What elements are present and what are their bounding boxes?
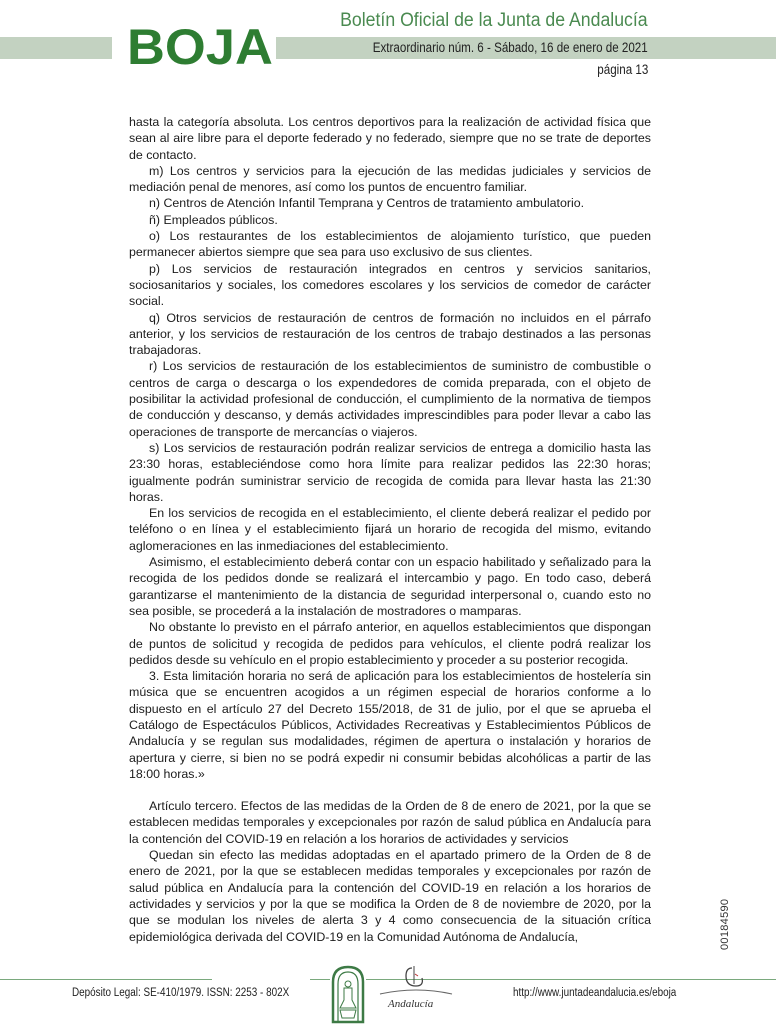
eboja-url[interactable]: http://www.juntadeandalucia.es/eboja (513, 987, 677, 999)
paragraph: Quedan sin efecto las medidas adoptadas en el apartado primero de la Orden de 8 de enero de 2021, por la que se establecen medidas temporales y excepcionales por razón de salud pública en Andalucía para la contención del COVID-19 en relación a los horarios de actividades y servicios y por la que se modifica la Orden de 8 de noviembre de 2020, por la que se modulan los niveles de alerta 3 y 4 como consecuencia de la situación crítica epidemiológica derivada del COVID-19 en la Comunidad Autónoma de Andalucía, (129, 848, 651, 944)
paragraph: r) Los servicios de restauración de los establecimientos de suministro de combustible o centros de carga o descarga o los expendedores de comida preparada, con el objeto de posibilitar la actividad profesional de conducción, el cumplimiento de la normativa de tiempos de conducción y descanso, y demás actividades imprescindibles para poder llevar a cabo las operaciones de transporte de mercancías o viajeros. (129, 359, 651, 439)
paragraph: hasta la categoría absoluta. Los centros deportivos para la realización de actividad física que sean al aire libre para el deporte federado y no federado, siempre que no se trate de deportes de contacto. (129, 115, 651, 162)
paragraph: n) Centros de Atención Infantil Temprana y Centros de tratamiento ambulatorio. (149, 196, 585, 211)
andalucia-emblem-icon (376, 964, 456, 998)
andalucia-logo (376, 964, 456, 1024)
paragraph: o) Los restaurantes de los establecimientos de alojamiento turístico, que pueden permanecer abiertos siempre que sea para uso exclusivo de sus clientes. (129, 229, 651, 260)
paragraph: p) Los servicios de restauración integrados en centros y servicios sanitarios, sociosanitarios y sociales, los comedores escolares y los servicios de comedor de carácter social. (129, 261, 651, 309)
legal-deposit: Depósito Legal: SE-410/1979. ISSN: 2253 - 802X (72, 987, 290, 999)
header-bar-left (0, 37, 112, 59)
andalucia-wordmark: Andalucía (388, 998, 434, 1010)
paragraph: m) Los centros y servicios para la ejecución de las medidas judiciales y servicios de mediación penal de menores, así como los puntos de encuentro familiar. (129, 163, 651, 195)
junta-andalucia-shield-icon (330, 964, 366, 1024)
paragraph: s) Los servicios de restauración podrán realizar servicios de entrega a domicilio hasta las 23:30 horas, estableciéndose como hora límite para realizar pedidos las 22:30 horas; igualmente podrán suministrar servicio de recogida de comida para llevar hasta las 21:30 horas. (129, 440, 651, 504)
paragraph: Artículo tercero. Efectos de las medidas de la Orden de 8 de enero de 2021, por la que se establecen medidas temporales y excepcionales por razón de salud pública en Andalucía para la contención del COVID-19 en relación a los horarios de actividades y servicios (129, 799, 651, 846)
paragraph: Asimismo, el establecimiento deberá contar con un espacio habilitado y señalizado para la recogida de los pedidos donde se realizará el intercambio y pago. En todo caso, deberá garantizarse el mantenimiento de la distancia de seguridad interpersonal o, cuando esto no sea posible, se procederá a la instalación de mostradores o mamparas. (129, 555, 651, 618)
boja-logo: BOJA (127, 19, 273, 75)
paragraph: No obstante lo previsto en el párrafo anterior, en aquellos establecimientos que dispongan de puntos de solicitud y recogida de pedidos para vehículos, el cliente podrá realizar los pedidos desde su vehículo en el propio establecimiento y proceder a su posterior recogida. (129, 620, 651, 667)
issue-info: Extraordinario núm. 6 - Sábado, 16 de enero de 2021 (373, 40, 648, 55)
paragraph: 3. Esta limitación horaria no será de aplicación para los establecimientos de hostelería sin música que se encuentren acogidos a un régimen especial de horarios conforme a lo dispuesto en el artículo 27 del Decreto 155/2018, de 31 de julio, por el que se aprueba el Catálogo de Espectáculos Públicos, Actividades Recreativas y Establecimientos Públicos de Andalucía y se regulan sus modalidades, régimen de apertura o instalación y horarios de apertura y cierre, si bien no se podrá expedir ni consumir bebidas alcohólicas a partir de las 18:00 horas.» (129, 669, 651, 781)
document-body (129, 114, 651, 945)
bulletin-title: Boletín Oficial de la Junta de Andalucía (340, 10, 648, 31)
document-code: 00184590 (719, 898, 731, 950)
paragraph: En los servicios de recogida en el establecimiento, el cliente deberá realizar el pedido por teléfono o en línea y el establecimiento fijará un horario de recogida del mismo, evitando aglomeraciones en las inmediaciones del establecimiento. (129, 506, 651, 553)
footer-divider-left (0, 979, 212, 980)
paragraph: q) Otros servicios de restauración de centros de formación no incluidos en el párrafo anterior, y los servicios de restauración de los centros de trabajo destinados a las personas trabajadoras. (129, 310, 651, 358)
page-number: página 13 (596, 62, 648, 77)
paragraph: ñ) Empleados públicos. (149, 212, 278, 227)
